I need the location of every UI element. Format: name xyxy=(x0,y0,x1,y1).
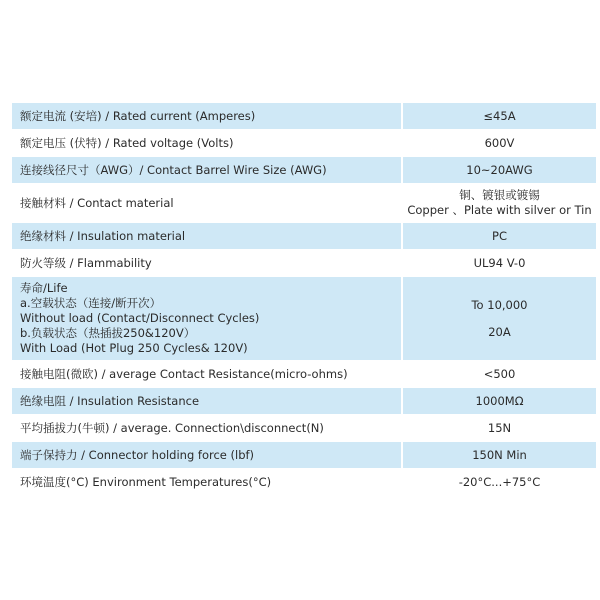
spec-row-rated-current xyxy=(12,103,596,130)
spec-value xyxy=(403,184,596,222)
spec-label xyxy=(12,442,403,468)
spec-value-text: UL94 V-0 xyxy=(473,255,526,270)
spec-value xyxy=(403,277,596,360)
spec-label-text: 寿命/Life xyxy=(20,281,68,295)
spec-value xyxy=(403,388,596,414)
spec-label-text: 绝缘电阻 / Insulation Resistance xyxy=(20,393,200,408)
spec-label xyxy=(12,415,403,441)
spec-value-text: To 10,000 xyxy=(471,297,528,312)
spec-label xyxy=(12,103,403,129)
spec-label xyxy=(12,250,403,276)
spec-label-text: 额定电流 (安培) / Rated current (Amperes) xyxy=(20,108,256,123)
spec-label-text: 防火等级 / Flammability xyxy=(20,255,152,270)
spec-row-contact-material xyxy=(12,184,596,223)
spec-label xyxy=(12,184,403,222)
spec-table xyxy=(12,103,596,496)
spec-value-text: -20°C...+75°C xyxy=(458,474,541,489)
spec-label-text: 端子保持力 / Connector holding force (lbf) xyxy=(20,447,255,462)
spec-row-insulation-resistance xyxy=(12,388,596,415)
spec-label xyxy=(12,361,403,387)
spec-value-text: PC xyxy=(492,228,507,243)
spec-value xyxy=(403,250,596,276)
spec-label xyxy=(12,277,403,360)
spec-value xyxy=(403,223,596,249)
spec-label-text: 绝缘材料 / Insulation material xyxy=(20,228,186,243)
spec-row-wire-size xyxy=(12,157,596,184)
spec-row-contact-resistance xyxy=(12,361,596,388)
spec-label-text: With Load (Hot Plug 250 Cycles& 120V) xyxy=(20,341,248,355)
spec-label-text: 额定电压 (伏特) / Rated voltage (Volts) xyxy=(20,135,234,150)
spec-label-text: 连接线径尺寸（AWG）/ Contact Barrel Wire Size (AWG) xyxy=(20,162,327,177)
spec-value-text: 15N xyxy=(487,420,512,435)
spec-value xyxy=(403,103,596,129)
spec-label-text: 平均插拔力(牛顿) / average. Connection\disconnect(N) xyxy=(20,420,324,435)
spec-value xyxy=(403,442,596,468)
spec-label-text: 接触材料 / Contact material xyxy=(20,195,174,210)
spec-row-insulation-material xyxy=(12,223,596,250)
spec-label-text: 接触电阻(微欧) / average Contact Resistance(micro-ohms) xyxy=(20,366,348,381)
spec-value-text: 600V xyxy=(484,135,515,150)
spec-value-text: 20A xyxy=(488,324,511,339)
spec-label-text: 环境温度(°C) Environment Temperatures(°C) xyxy=(20,474,272,489)
spec-value-text: 10~20AWG xyxy=(466,162,533,177)
spec-value-text: 150N Min xyxy=(472,447,527,462)
spec-value-text: 铜、镀银或镀锡 xyxy=(459,188,540,202)
spec-label xyxy=(12,223,403,249)
spec-row-life xyxy=(12,277,596,361)
spec-label-text: b.负载状态（热插拔250&120V） xyxy=(20,326,196,340)
spec-value-text: 1000MΩ xyxy=(475,393,524,408)
spec-value-text: <500 xyxy=(483,366,516,381)
spec-value xyxy=(403,130,596,156)
spec-value xyxy=(403,415,596,441)
spec-value-text: ≤45A xyxy=(483,108,516,123)
spec-label-text: Without load (Contact/Disconnect Cycles) xyxy=(20,311,260,325)
spec-row-holding-force xyxy=(12,442,596,469)
spec-value xyxy=(403,157,596,183)
spec-label xyxy=(12,388,403,414)
spec-value-text: Copper 、Plate with silver or Tin xyxy=(407,203,592,217)
spec-label-text: a.空载状态（连接/断开次） xyxy=(20,296,162,310)
spec-label xyxy=(12,469,403,495)
spec-row-rated-voltage xyxy=(12,130,596,157)
spec-row-flammability xyxy=(12,250,596,277)
spec-value xyxy=(403,361,596,387)
spec-value xyxy=(403,469,596,495)
spec-row-environment-temperature xyxy=(12,469,596,496)
spec-label xyxy=(12,130,403,156)
spec-row-connection-force xyxy=(12,415,596,442)
spec-label xyxy=(12,157,403,183)
